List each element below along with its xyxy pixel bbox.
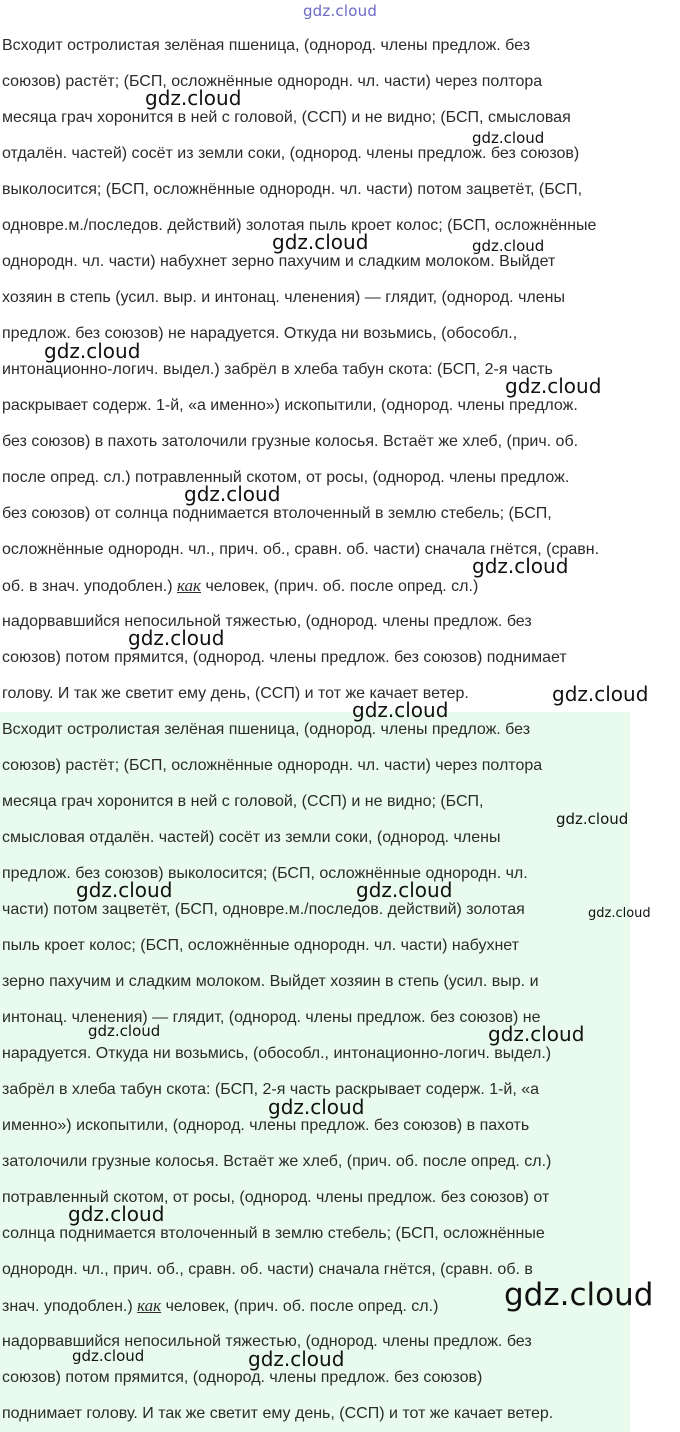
text-segment: человек, (прич. об. после опред. сл.)	[161, 1298, 439, 1315]
text-line: союзов) потом прямится, (однород. члены предлож. без союзов) поднимает	[2, 649, 567, 666]
text-line: предлож. без союзов) выколосится; (БСП, осложнённые однородн. чл.	[2, 865, 528, 882]
text-line: Всходит остролистая зелёная пшеница, (однород. члены предлож. без	[2, 721, 531, 738]
text-line: интонац. членения) — глядит, (однород. члены предлож. без союзов) не	[2, 1009, 541, 1026]
text-line: солнца поднимается втолоченный в землю стебель; (БСП, осложнённые	[2, 1225, 545, 1242]
text-line: пыль кроет колос; (БСП, осложнённые однородн. чл. части) набухнет	[2, 937, 519, 954]
text-segment: знач. уподоблен.)	[2, 1298, 133, 1315]
watermark: gdz.cloud	[145, 86, 242, 110]
text-line: одновре.м./последов. действий) золотая пыль кроет колос; (БСП, осложнённые	[2, 217, 597, 234]
watermark: gdz.cloud	[72, 1347, 145, 1365]
text-line: забрёл в хлеба табун скота: (БСП, 2-я часть раскрывает содерж. 1-й, «а	[2, 1081, 540, 1098]
watermark: gdz.cloud	[356, 878, 453, 902]
watermark: gdz.cloud	[44, 339, 141, 363]
watermark: gdz.cloud	[268, 1095, 365, 1119]
text-line: затолочили грузные колосья. Встаёт же хлеб, (прич. об. после опред. сл.)	[2, 1153, 552, 1170]
watermark: gdz.cloud	[248, 1347, 345, 1371]
original-text-block	[0, 28, 680, 712]
text-line: смысловая отдалён. частей) сосёт из земли соки, (однород. члены	[2, 829, 501, 846]
watermark: gdz.cloud	[76, 878, 173, 902]
text-segment: человек, (прич. об. после опред. сл.)	[201, 578, 479, 595]
text-line: без союзов) в пахоть затолочили грузные колосья. Встаёт же хлеб, (прич. об.	[2, 433, 579, 450]
text-line: союзов) растёт; (БСП, осложнённые однородн. чл. части) через полтора	[2, 757, 543, 774]
watermark: gdz.cloud	[488, 1022, 585, 1046]
watermark: gdz.cloud	[272, 230, 369, 254]
text-line: нарадуется. Откуда ни возьмись, (обособл., интонационно-логич. выдел.)	[2, 1045, 552, 1062]
text-line: союзов) растёт; (БСП, осложнённые однородн. чл. части) через полтора	[2, 73, 543, 90]
watermark: gdz.cloud	[68, 1202, 165, 1226]
text-line: части) потом зацветёт, (БСП, одновре.м./последов. действий) золотая	[2, 901, 525, 918]
text-line: Всходит остролистая зелёная пшеница, (однород. члены предлож. без	[2, 37, 531, 54]
text-line: без союзов) от солнца поднимается втолоченный в землю стебель; (БСП,	[2, 505, 552, 522]
watermark: gdz.cloud	[472, 129, 545, 147]
text-line: именно») ископытили, (однород. члены предлож. без союзов) в пахоть	[2, 1117, 530, 1134]
watermark: gdz.cloud	[472, 237, 545, 255]
watermark: gdz.cloud	[472, 554, 569, 578]
text-line: зерно пахучим и сладким молоком. Выйдет хозяин в степь (усил. выр. и	[2, 973, 539, 990]
watermark: gdz.cloud	[352, 698, 449, 722]
watermark-top: gdz.cloud	[302, 2, 378, 20]
text-line: голову. И так же светит ему день, (ССП) и тот же качает ветер.	[2, 685, 469, 702]
text-line: осложнённые однородн. чл., прич. об., сравн. об. части) сначала гнётся, (сравн.	[2, 541, 600, 558]
watermark: gdz.cloud	[588, 906, 651, 921]
text-line: интонационно-логич. выдел.) забрёл в хлеба табун скота: (БСП, 2-я часть	[2, 361, 553, 378]
watermark: gdz.cloud	[552, 682, 649, 706]
watermark: gdz.cloud	[505, 374, 602, 398]
text-line: союзов) потом прямится, (однород. члены предлож. без союзов)	[2, 1369, 483, 1386]
highlighted-text-block	[0, 712, 630, 1432]
italic-word: как	[137, 1296, 162, 1315]
text-segment: об. в знач. уподоблен.)	[2, 578, 173, 595]
text-line: месяца грач хоронится в ней с головой, (ССП) и не видно; (БСП,	[2, 793, 484, 810]
watermark: gdz.cloud	[88, 1022, 161, 1040]
text-line: однородн. чл., прич. об., сравн. об. части) сначала гнётся, (сравн. об. в	[2, 1261, 533, 1278]
text-line: предлож. без союзов) не нарадуется. Откуда ни возьмись, (обособл.,	[2, 325, 518, 342]
watermark: gdz.cloud	[184, 482, 281, 506]
text-line: выколосится; (БСП, осложнённые однородн. чл. части) потом зацветёт, (БСП,	[2, 181, 583, 198]
text-line: хозяин в степь (усил. выр. и интонац. членения) — глядит, (однород. члены	[2, 289, 565, 306]
text-line: надорвавшийся непосильной тяжестью, (однород. члены предлож. без	[2, 613, 532, 630]
watermark: gdz.cloud	[128, 626, 225, 650]
text-line: потравленный скотом, от росы, (однород. члены предлож. без союзов) от	[2, 1189, 550, 1206]
text-line: после опред. сл.) потравленный скотом, от росы, (однород. члены предлож.	[2, 469, 570, 486]
text-line: отдалён. частей) сосёт из земли соки, (однород. члены предлож. без союзов)	[2, 145, 580, 162]
text-line: надорвавшийся непосильной тяжестью, (однород. члены предлож. без	[2, 1333, 532, 1350]
text-line: поднимает голову. И так же светит ему день, (ССП) и тот же качает ветер.	[2, 1405, 554, 1422]
watermark: gdz.cloud	[504, 1277, 654, 1313]
text-line: месяца грач хоронится в ней с головой, (ССП) и не видно; (БСП, смысловая	[2, 109, 571, 126]
text-line: однородн. чл. части) набухнет зерно пахучим и сладким молоком. Выйдет	[2, 253, 556, 270]
italic-word: как	[177, 576, 202, 595]
text-line: раскрывает содерж. 1-й, «а именно») ископытили, (однород. члены предлож.	[2, 397, 578, 414]
watermark: gdz.cloud	[556, 810, 629, 828]
text-line	[0, 568, 680, 604]
